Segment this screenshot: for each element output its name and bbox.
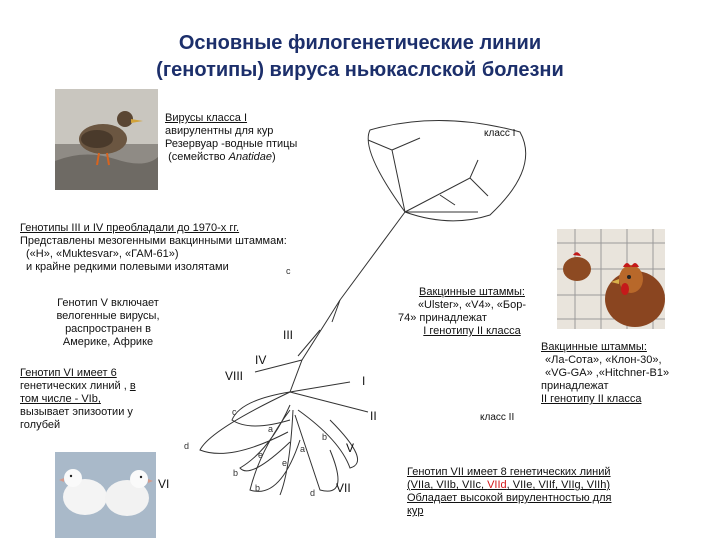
class1-line-3: Резервуар -водные птицы [165,138,298,150]
genotype-7-line-3: Обладает высокой вирулентностью для [407,492,612,504]
vaccine-1-heading: Вакцинные штаммы: [419,286,525,298]
genotypes-3-4-line-4: и крайне редкими полевыми изолятами [26,261,229,273]
genotype-6-line-2a: генетических линий , [20,380,130,392]
tree-label-e-1: e [258,450,264,460]
tree-label-VIII: VIII [225,369,244,383]
vaccine-2-heading: Вакцинные штаммы: [541,341,647,353]
tree-label-class1: класс I [484,128,516,139]
tree-label-IV: IV [255,353,267,367]
tree-label-VI: VI [158,477,170,491]
class1-family-suffix: ) [272,151,276,163]
main-trunk [290,212,405,392]
tree-label-c-mid: c [232,407,237,417]
vaccine-1-line-2: «Ulster», «V4», «Бор- [417,299,527,311]
genotypes-3-4-heading: Генотипы III и IV преобладали до 1970-х гг. [20,222,240,234]
tree-label-class2: класс II [480,412,515,423]
class1-family-prefix: (семейство [168,151,229,163]
vaccine-2-line-4: принадлежат [541,380,609,392]
tree-label-VII: VII [336,481,351,495]
class1-line-2: авирулентны для кур [165,125,274,137]
genotype-6-line-4: вызывает эпизоотии у [20,406,133,418]
title-line-2: (генотипы) вируса ньюкаслской болезни [156,59,564,81]
genotype-6-line-3: том числе - VIb, [20,393,101,405]
tree-label-b-3: b [322,432,328,442]
tree-label-I: I [362,374,366,388]
genotype-5-line-3: распространен в [65,323,151,335]
tree-label-d-1: d [184,441,190,451]
tree-label-V: V [346,441,355,455]
tree-label-e-2: e [282,458,288,468]
tree-label-a-2: a [300,444,306,454]
vaccine-1-line-3: 74» принадлежат [398,312,487,324]
genotype-5-line-1: Генотип V включает [57,297,159,309]
tree-label-III: III [283,328,294,342]
genotypes-3-4-line-2: Представлены мезогенными вакцинными штаммам: [20,235,287,247]
genotype-7-line-4: кур [407,505,424,517]
genotype-6-line-2b: в [129,380,136,392]
genotype-6-heading: Генотип VI имеет 6 [20,367,117,379]
genotype-5-line-2: велогенные вирусы, [56,310,160,322]
class1-branches [368,138,488,212]
vaccine-2-line-5: II генотипу II класса [541,393,642,405]
genotype-7-line-1: Генотип VII имеет 8 генетических линий [407,466,611,478]
class1-family-name: Anatidae [228,151,273,163]
genotype-7-line-2b: , VIIe, VIIf, VIIg, VIIh) [506,479,610,491]
vaccine-2-line-3: «VG-GA» ,«Hitchner-B1» [545,367,670,379]
lower-cluster [200,392,358,495]
class1-heading: Вирусы класса I [165,112,248,124]
title-line-1: Основные филогенетические линии [178,32,542,54]
tree-label-a-1: a [268,424,274,434]
tree-label-d-2: d [310,488,316,498]
genotype-7-highlight: VIId [487,479,507,491]
genotypes-3-4-line-3: («Н», «Muktesvar», «ГАМ-61») [26,248,179,260]
vaccine-1-line-4: I генотипу II класса [423,325,521,337]
tree-label-c-top: c [286,266,291,276]
tree-label-b-1: b [233,468,239,478]
tree-label-II: II [370,409,377,423]
genotype-6-line-5: голубей [20,419,61,431]
vaccine-2-line-2: «Ла-Сота», «Клон-30», [545,354,662,366]
genotype-5-line-4: Америке, Африке [62,336,154,348]
genotype-7-line-2a: (VIIa, VIIb, VIIc, [407,479,488,491]
tree-label-b-2: b [255,483,261,493]
